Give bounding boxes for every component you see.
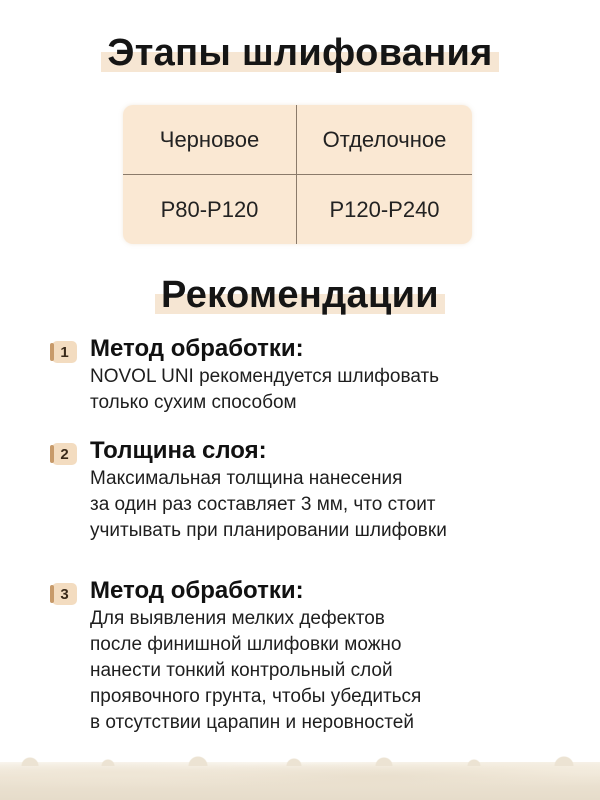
recommendations-title: Рекомендации [155,272,445,314]
table-header-finish: Отделочное [297,105,472,175]
recommendation-text [90,466,560,544]
recommendation-text [90,606,560,736]
recommendation-title: Метод обработки: [90,335,304,362]
recommendation-item [52,576,560,736]
text-line: проявочного грунта, чтобы убедиться [90,686,422,707]
text-line: Для выявления мелких дефектов [90,608,385,629]
stages-heading-wrap [0,30,600,72]
text-line: после финишной шлифовки можно [90,634,402,655]
table-value-finish: P120-P240 [329,196,440,222]
recommendation-title: Метод обработки: [90,577,304,604]
recommendation-title: Толщина слоя: [90,437,267,464]
text-line: за один раз составляет 3 мм, что стоит [90,494,436,515]
recommendation-item [52,334,560,416]
grades-table [123,105,472,244]
recommendation-item [52,436,560,544]
text-line: Максимальная толщина нанесения [90,468,403,489]
recommendation-text [90,364,560,416]
text-line: в отсутствии царапин и неровностей [90,712,414,733]
number-badge: 2 [52,443,77,465]
table-value-rough: P80-P120 [123,175,297,244]
table-header-rough: Черновое [123,105,297,175]
text-line: NOVOL UNI рекомендуется шлифовать [90,366,440,387]
stages-title: Этапы шлифования [101,30,498,72]
text-line: только сухим способом [90,392,297,413]
number-badge: 3 [52,583,77,605]
text-line: учитывать при планировании шлифовки [90,520,447,541]
putty-texture-decoration [0,762,600,800]
number-badge: 1 [52,341,77,363]
recommendations-heading-wrap [0,272,600,314]
text-line: нанести тонкий контрольный слой [90,660,393,681]
